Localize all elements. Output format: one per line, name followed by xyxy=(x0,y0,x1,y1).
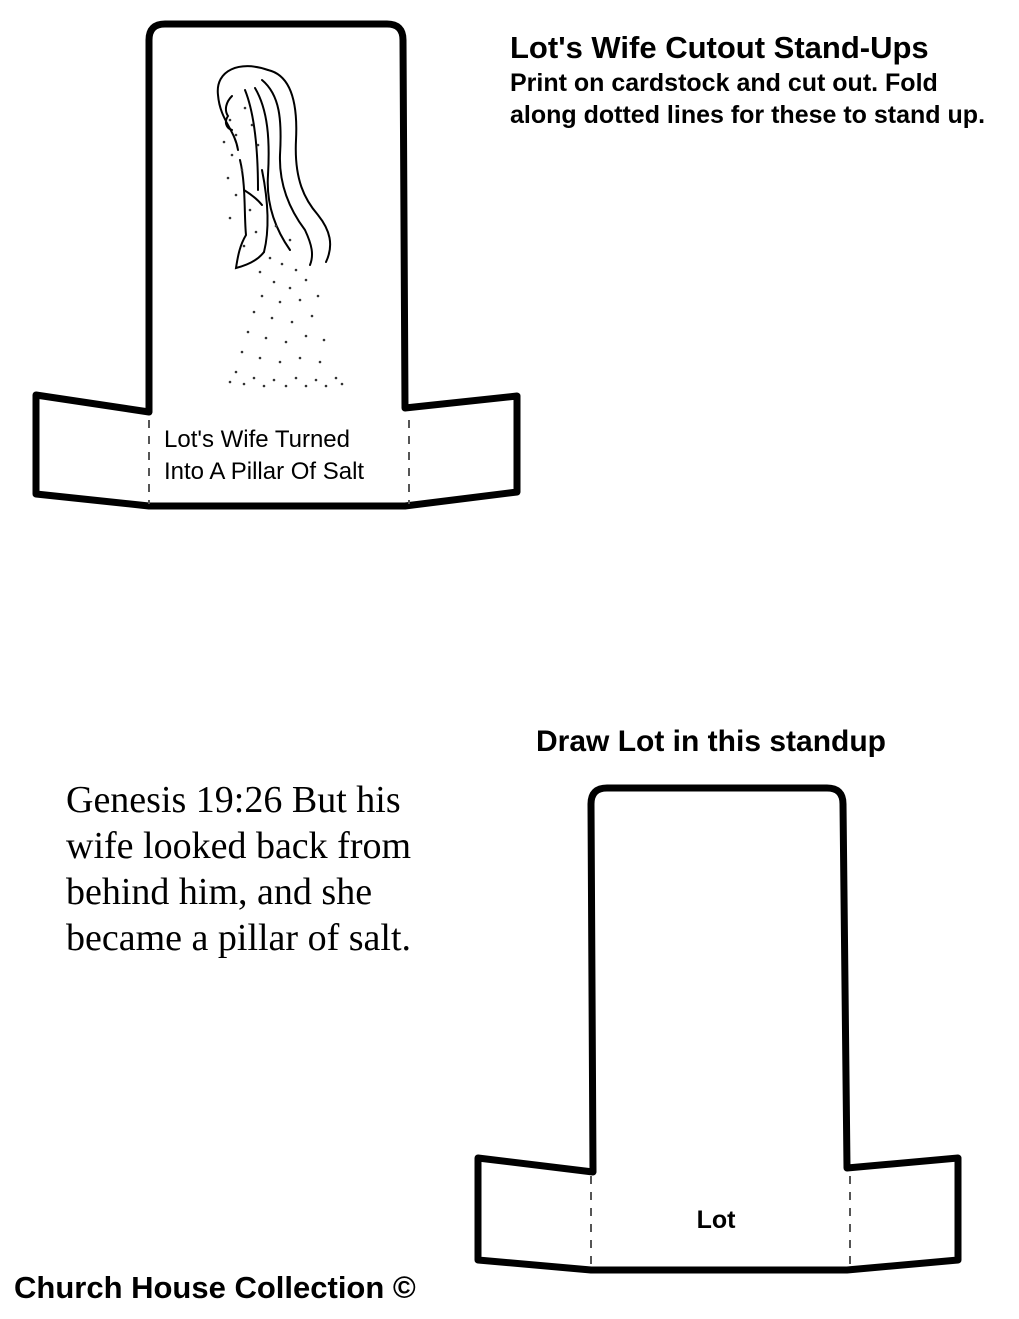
wife-caption-line2: Into A Pillar Of Salt xyxy=(164,458,365,485)
bible-verse: Genesis 19:26 But his wife looked back from behind him, and she became a pillar of salt. xyxy=(66,779,412,959)
page-title: Lot's Wife Cutout Stand-Ups xyxy=(510,30,929,65)
instructions-text: Print on cardstock and cut out. Fold along dotted lines for these to stand up. xyxy=(510,69,986,129)
lots-wife-figure xyxy=(218,66,330,268)
lot-standup-heading: Draw Lot in this standup xyxy=(536,725,886,758)
lot-standup-caption: Lot xyxy=(696,1206,736,1234)
footer-credit: Church House Collection © xyxy=(14,1270,416,1305)
wife-standup-caption xyxy=(164,424,414,488)
wife-caption-line1: Lot's Wife Turned xyxy=(164,426,350,453)
lot-standup-outline xyxy=(478,788,958,1270)
